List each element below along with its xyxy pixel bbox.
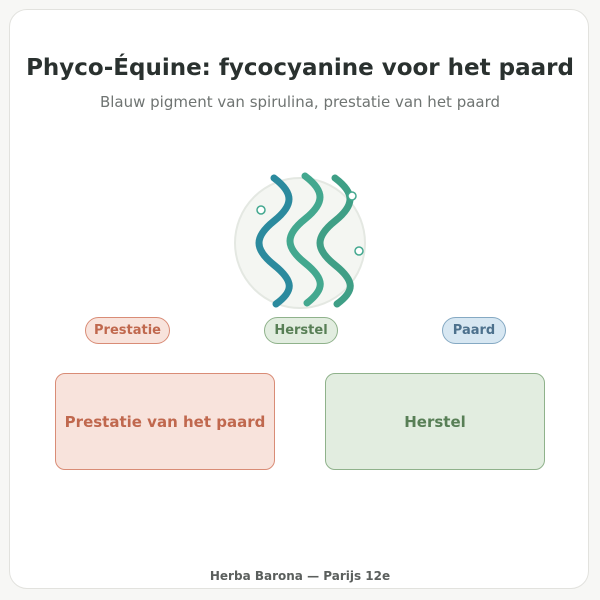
footer-credit: Herba Barona — Parijs 12e xyxy=(209,569,391,583)
tag-prestatie: Prestatie xyxy=(85,317,170,344)
spirulina-emblem xyxy=(232,165,372,310)
box-prestatie-label: Prestatie van het paard xyxy=(64,412,266,431)
box-prestatie xyxy=(55,373,275,470)
box-herstel xyxy=(325,373,545,470)
emblem-circle xyxy=(235,178,365,308)
page-subtitle: Blauw pigment van spirulina, prestatie van het paard xyxy=(99,93,501,111)
tag-paard: Paard xyxy=(442,317,506,344)
bubble-1 xyxy=(257,206,265,214)
bubble-2 xyxy=(348,192,356,200)
box-herstel-label: Herstel xyxy=(404,412,466,431)
spirulina-waves-icon xyxy=(232,165,372,310)
tag-herstel: Herstel xyxy=(264,317,338,344)
infographic-card xyxy=(9,9,589,589)
bubble-3 xyxy=(355,247,363,255)
page-title: Phyco-Équine: fycocyanine voor het paard xyxy=(26,55,574,81)
